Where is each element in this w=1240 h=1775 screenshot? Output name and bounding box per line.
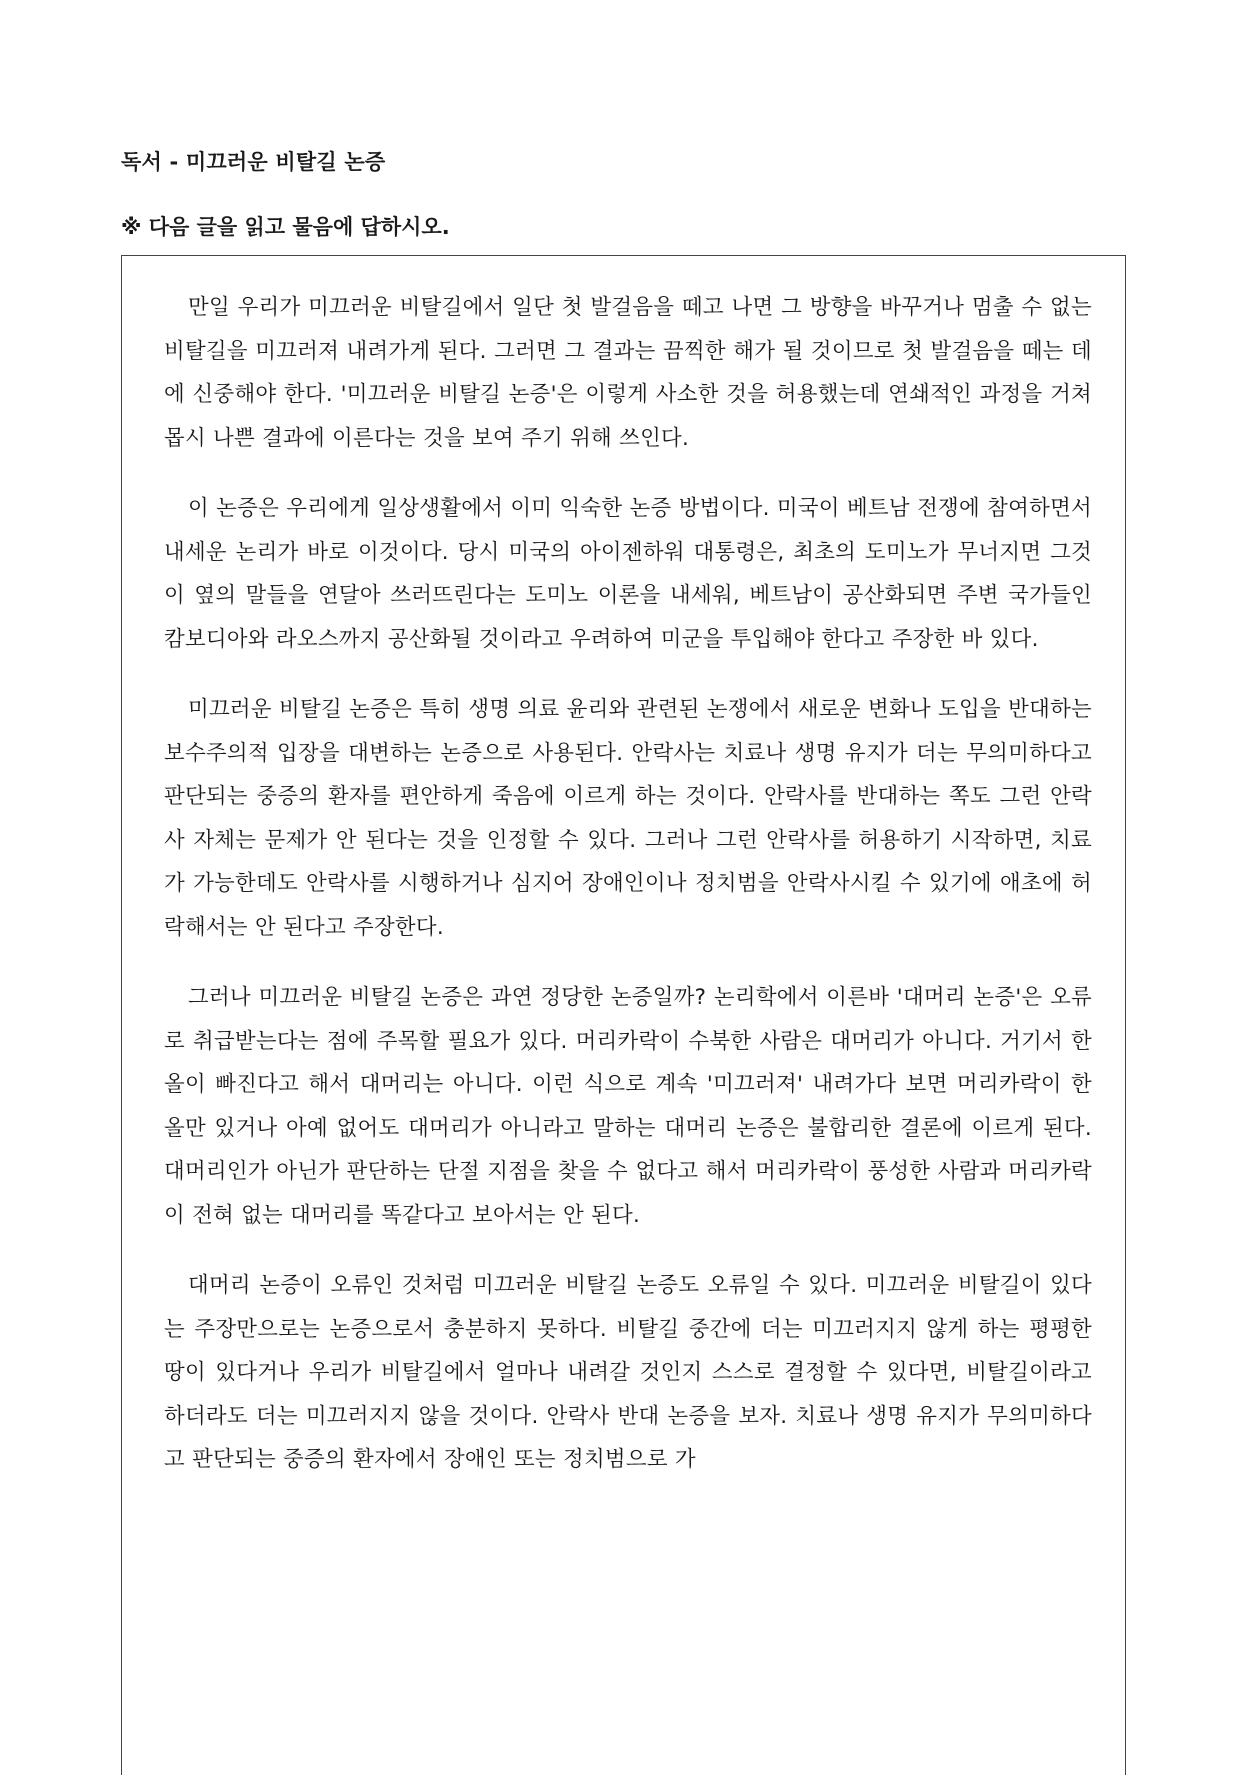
passage-paragraph-4: 그러나 미끄러운 비탈길 논증은 과연 정당한 논증일까? 논리학에서 이른바 '대머리 논증'은 오류로 취급받는다는 점에 주목할 필요가 있다. 머리카락이 수북한 사람은 대머리가 아니다. 거기서 한 올이 빠진다고 해서 대머리는 아니다. 이런 식으로 계속 '미끄러져' 내려가다 보면 머리카락이 한 올만 있거나 아예 없어도 대머리가 아니라고 말하는 대머리 논증은 불합리한 결론에 이르게 된다. 대머리인가 아닌가 판단하는 단절 지점을 찾을 수 없다고 해서 머리카락이 풍성한 사람과 머리카락이 전혀 없는 대머리를 똑같다고 보아서는 안 된다. (164, 985, 1092, 1228)
reading-passage-box (121, 255, 1126, 1775)
page-title: 독서 - 미끄러운 비탈길 논증 (121, 150, 386, 174)
reading-passage (164, 286, 1092, 1509)
passage-paragraph-1: 만일 우리가 미끄러운 비탈길에서 일단 첫 발걸음을 떼고 나면 그 방향을 바꾸거나 멈출 수 없는 비탈길을 미끄러져 내려가게 된다. 그러면 그 결과는 끔찍한 해가 될 것이므로 첫 발걸음을 떼는 데에 신중해야 한다. '미끄러운 비탈길 논증'은 이렇게 사소한 것을 허용했는데 연쇄적인 과정을 거쳐 몹시 나쁜 결과에 이른다는 것을 보여 주기 위해 쓰인다. (164, 295, 1092, 451)
passage-paragraph-2: 이 논증은 우리에게 일상생활에서 이미 익숙한 논증 방법이다. 미국이 베트남 전쟁에 참여하면서 내세운 논리가 바로 이것이다. 당시 미국의 아이젠하워 대통령은, 최초의 도미노가 무너지면 그것이 옆의 말들을 연달아 쓰러뜨린다는 도미노 이론을 내세워, 베트남이 공산화되면 주변 국가들인 캄보디아와 라오스까지 공산화될 것이라고 우려하여 미군을 투입해야 한다고 주장한 바 있다. (164, 496, 1092, 652)
passage-paragraph-5: 대머리 논증이 오류인 것처럼 미끄러운 비탈길 논증도 오류일 수 있다. 미끄러운 비탈길이 있다는 주장만으로는 논증으로서 충분하지 못하다. 비탈길 중간에 더는 미끄러지지 않게 하는 평평한 땅이 있다거나 우리가 비탈길에서 얼마나 내려갈 것인지 스스로 결정할 수 있다면, 비탈길이라고 하더라도 더는 미끄러지지 않을 것이다. 안락사 반대 논증을 보자. 치료나 생명 유지가 무의미하다고 판단되는 중증의 환자에서 장애인 또는 정치범으로 가 (164, 1273, 1092, 1472)
question-instruction: ※ 다음 글을 읽고 물음에 답하시오. (121, 215, 450, 239)
passage-paragraph-3: 미끄러운 비탈길 논증은 특히 생명 의료 윤리와 관련된 논쟁에서 새로운 변화나 도입을 반대하는 보수주의적 입장을 대변하는 논증으로 사용된다. 안락사는 치료나 생명 유지가 더는 무의미하다고 판단되는 중증의 환자를 편안하게 죽음에 이르게 하는 것이다. 안락사를 반대하는 쪽도 그런 안락사 자체는 문제가 안 된다는 것을 인정할 수 있다. 그러나 그런 안락사를 허용하기 시작하면, 치료가 가능한데도 안락사를 시행하거나 심지어 장애인이나 정치범을 안락사시킬 수 있기에 애초에 허락해서는 안 된다고 주장한다. (164, 697, 1092, 940)
